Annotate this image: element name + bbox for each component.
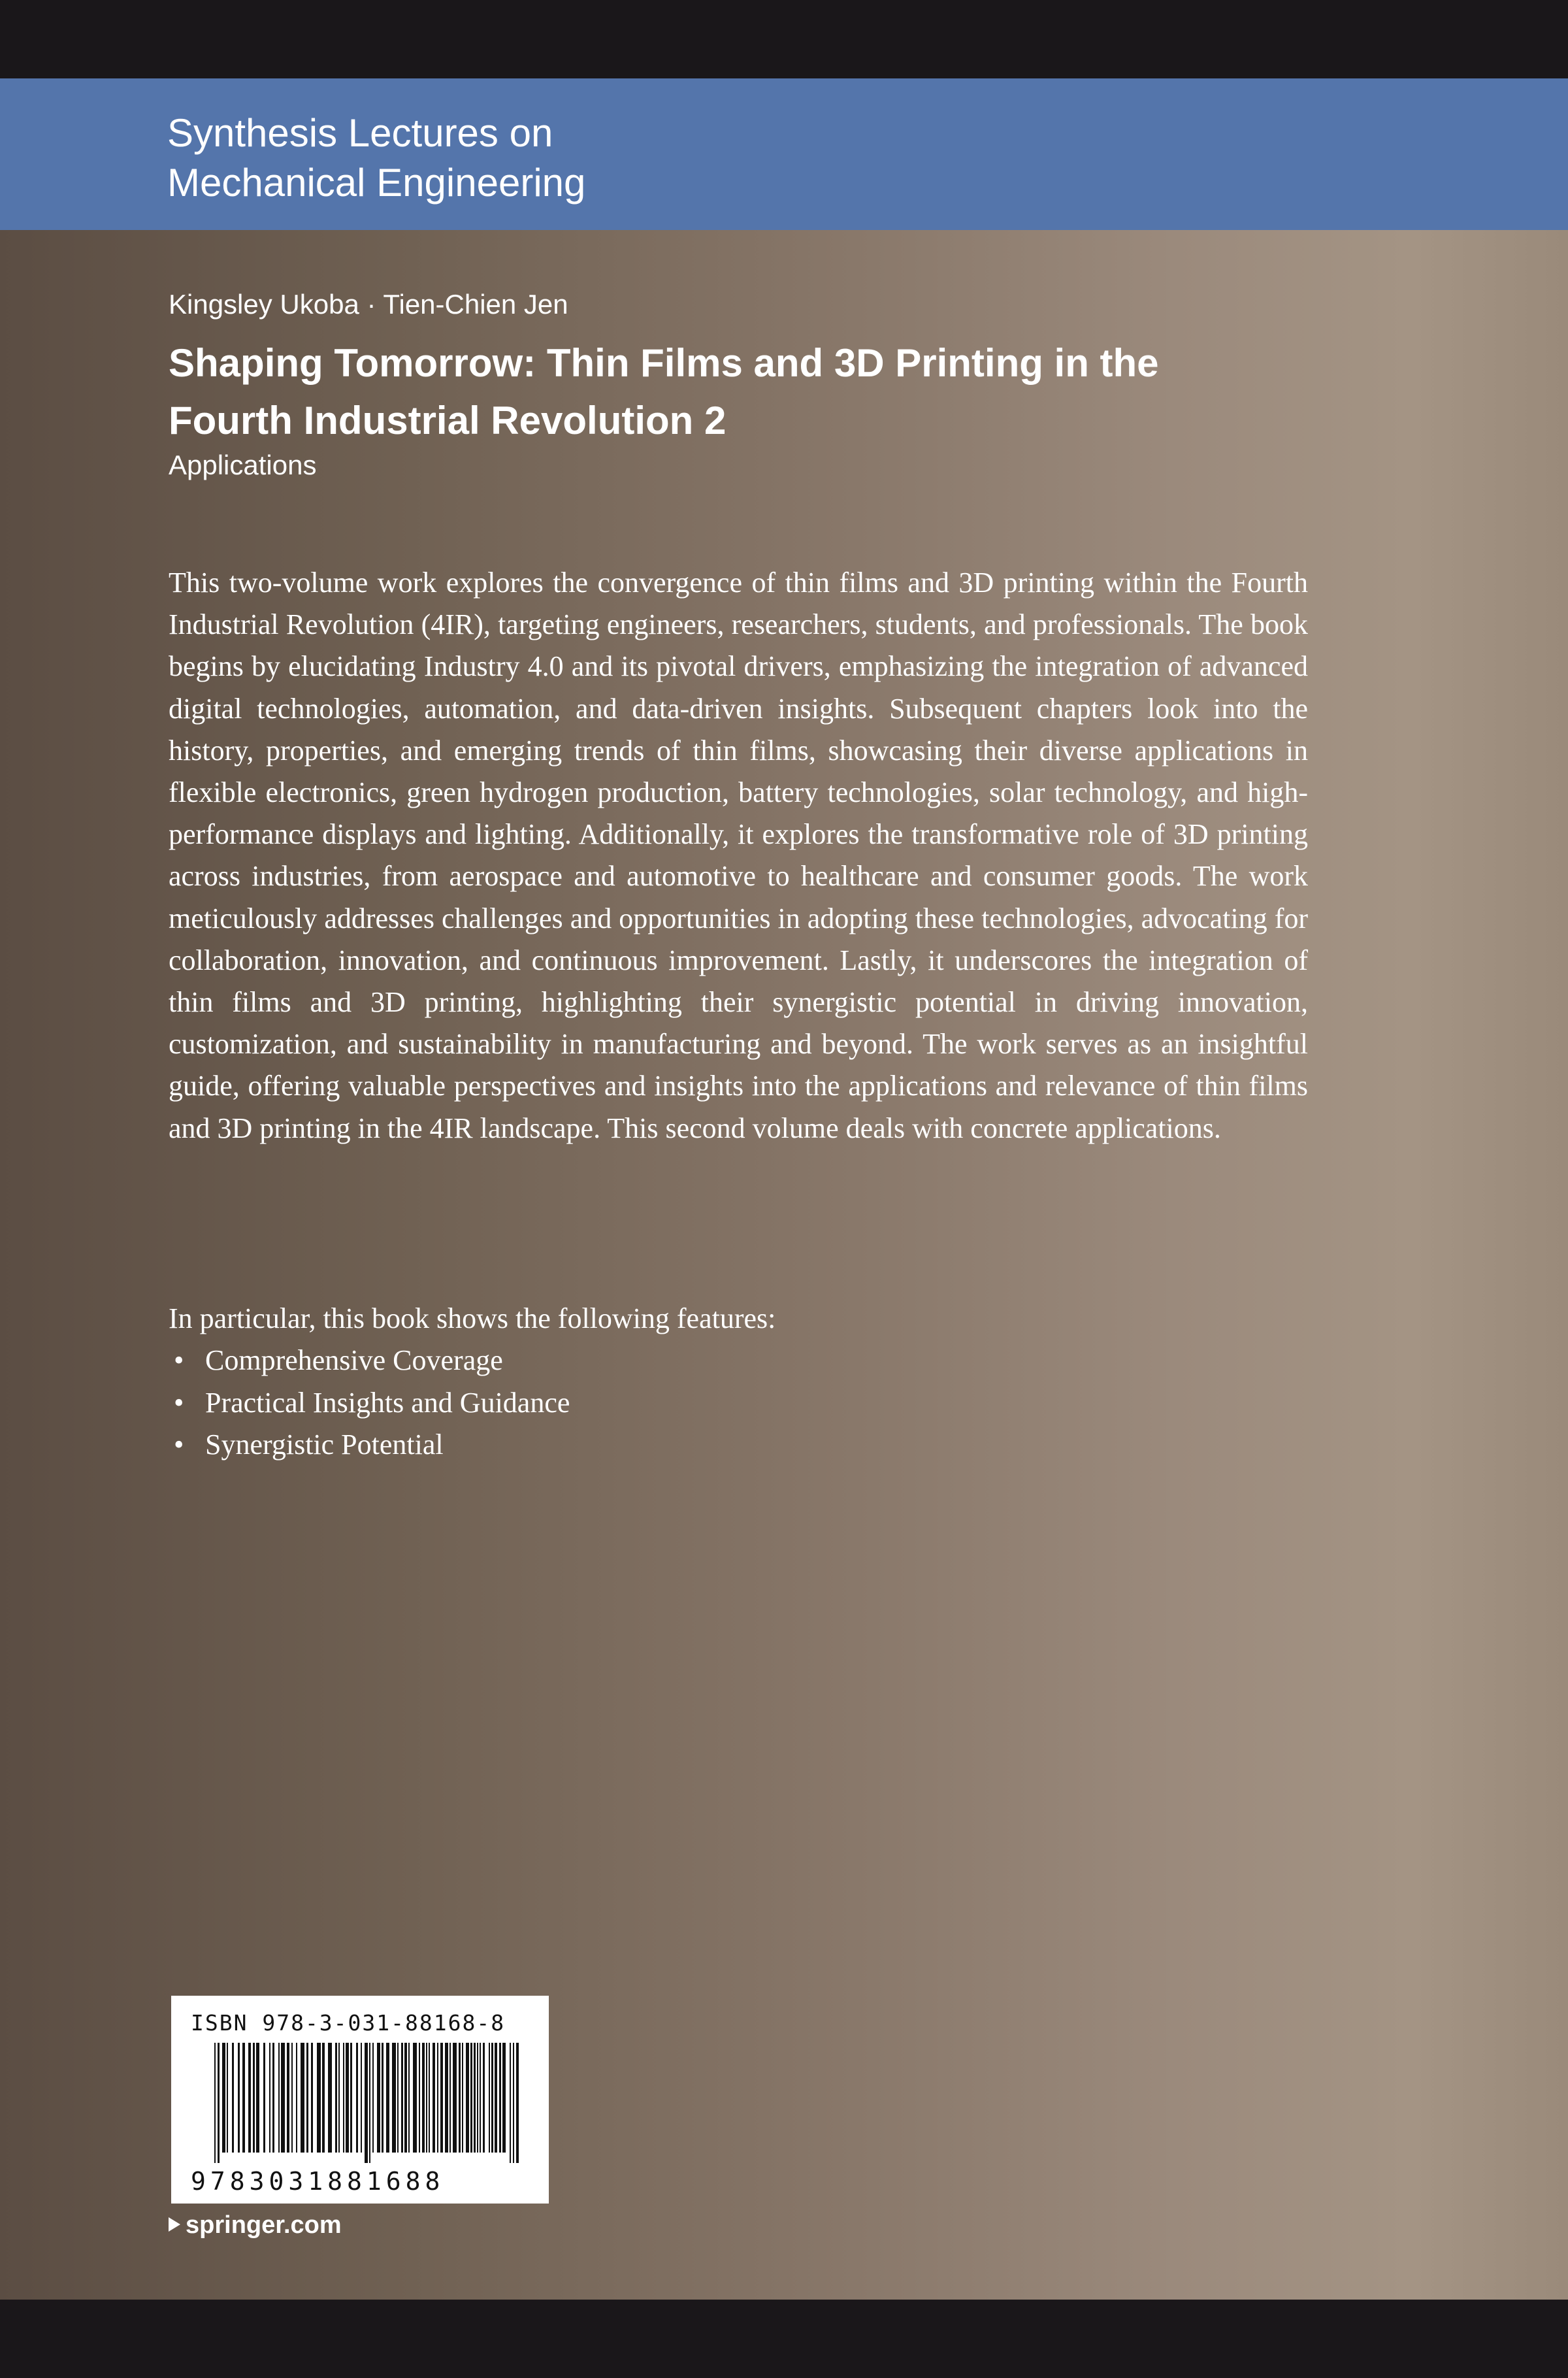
feature-label: Comprehensive Coverage bbox=[205, 1344, 503, 1376]
bottom-frame bbox=[0, 2300, 1568, 2378]
feature-label: Practical Insights and Guidance bbox=[205, 1386, 570, 1419]
features-list bbox=[169, 1340, 570, 1466]
book-authors: Kingsley Ukoba · Tien-Chien Jen bbox=[169, 289, 568, 320]
barcode-digits: 9783031881688 bbox=[191, 2167, 445, 2196]
back-cover bbox=[0, 78, 1568, 2300]
book-subtitle: Applications bbox=[169, 450, 317, 480]
series-band bbox=[0, 78, 1568, 230]
publisher-link[interactable] bbox=[169, 2211, 342, 2239]
features-intro: In particular, this book shows the following features: bbox=[169, 1302, 776, 1334]
isbn-label: ISBN 978-3-031-88168-8 bbox=[191, 2010, 506, 2036]
barcode-bars bbox=[214, 2043, 521, 2163]
arrow-icon bbox=[169, 2217, 180, 2232]
book-title: Shaping Tomorrow: Thin Films and 3D Printing in the Fourth Industrial Revolution 2 bbox=[169, 341, 1159, 442]
publisher-url: springer.com bbox=[186, 2211, 342, 2239]
bullet-icon: • bbox=[174, 1386, 184, 1419]
bullet-icon: • bbox=[174, 1344, 184, 1376]
bullet-icon: • bbox=[174, 1428, 184, 1461]
isbn-barcode bbox=[171, 1996, 549, 2204]
feature-item bbox=[169, 1424, 570, 1466]
top-frame bbox=[0, 0, 1568, 78]
book-description: This two-volume work explores the convergence of thin films and 3D printing within the Fourth Industrial Revolution (4IR), targeting engineers, researchers, students, and professionals. The book begins by elucidating Industry 4.0 and its pivotal drivers, emphasizing the integration of advanced digital technologies, automation, and data-driven insights. Subsequent chapters look into the history, properties, and emerging trends of thin films, showcasing their diverse applications in flexible electronics, green hydrogen production, battery technologies, solar technology, and high-performance displays and lighting. Additionally, it explores the transformative role of 3D printing across industries, from aerospace and automotive to healthcare and consumer goods. The work meticulously addresses challenges and opportunities in adopting these technologies, advocating for collaboration, innovation, and continuous improvement. Lastly, it underscores the integration of thin films and 3D printing, highlighting their synergistic potential in driving innovation, customization, and sustainability in manufacturing and beyond. The work serves as an insightful guide, offering valuable perspectives and insights into the applications and relevance of thin films and 3D printing in the 4IR landscape. This second volume deals with concrete applications. bbox=[169, 567, 1308, 1144]
feature-item bbox=[169, 1382, 570, 1425]
feature-label: Synergistic Potential bbox=[205, 1428, 444, 1461]
series-title: Synthesis Lectures on Mechanical Engineering bbox=[167, 111, 586, 205]
feature-item bbox=[169, 1340, 570, 1382]
